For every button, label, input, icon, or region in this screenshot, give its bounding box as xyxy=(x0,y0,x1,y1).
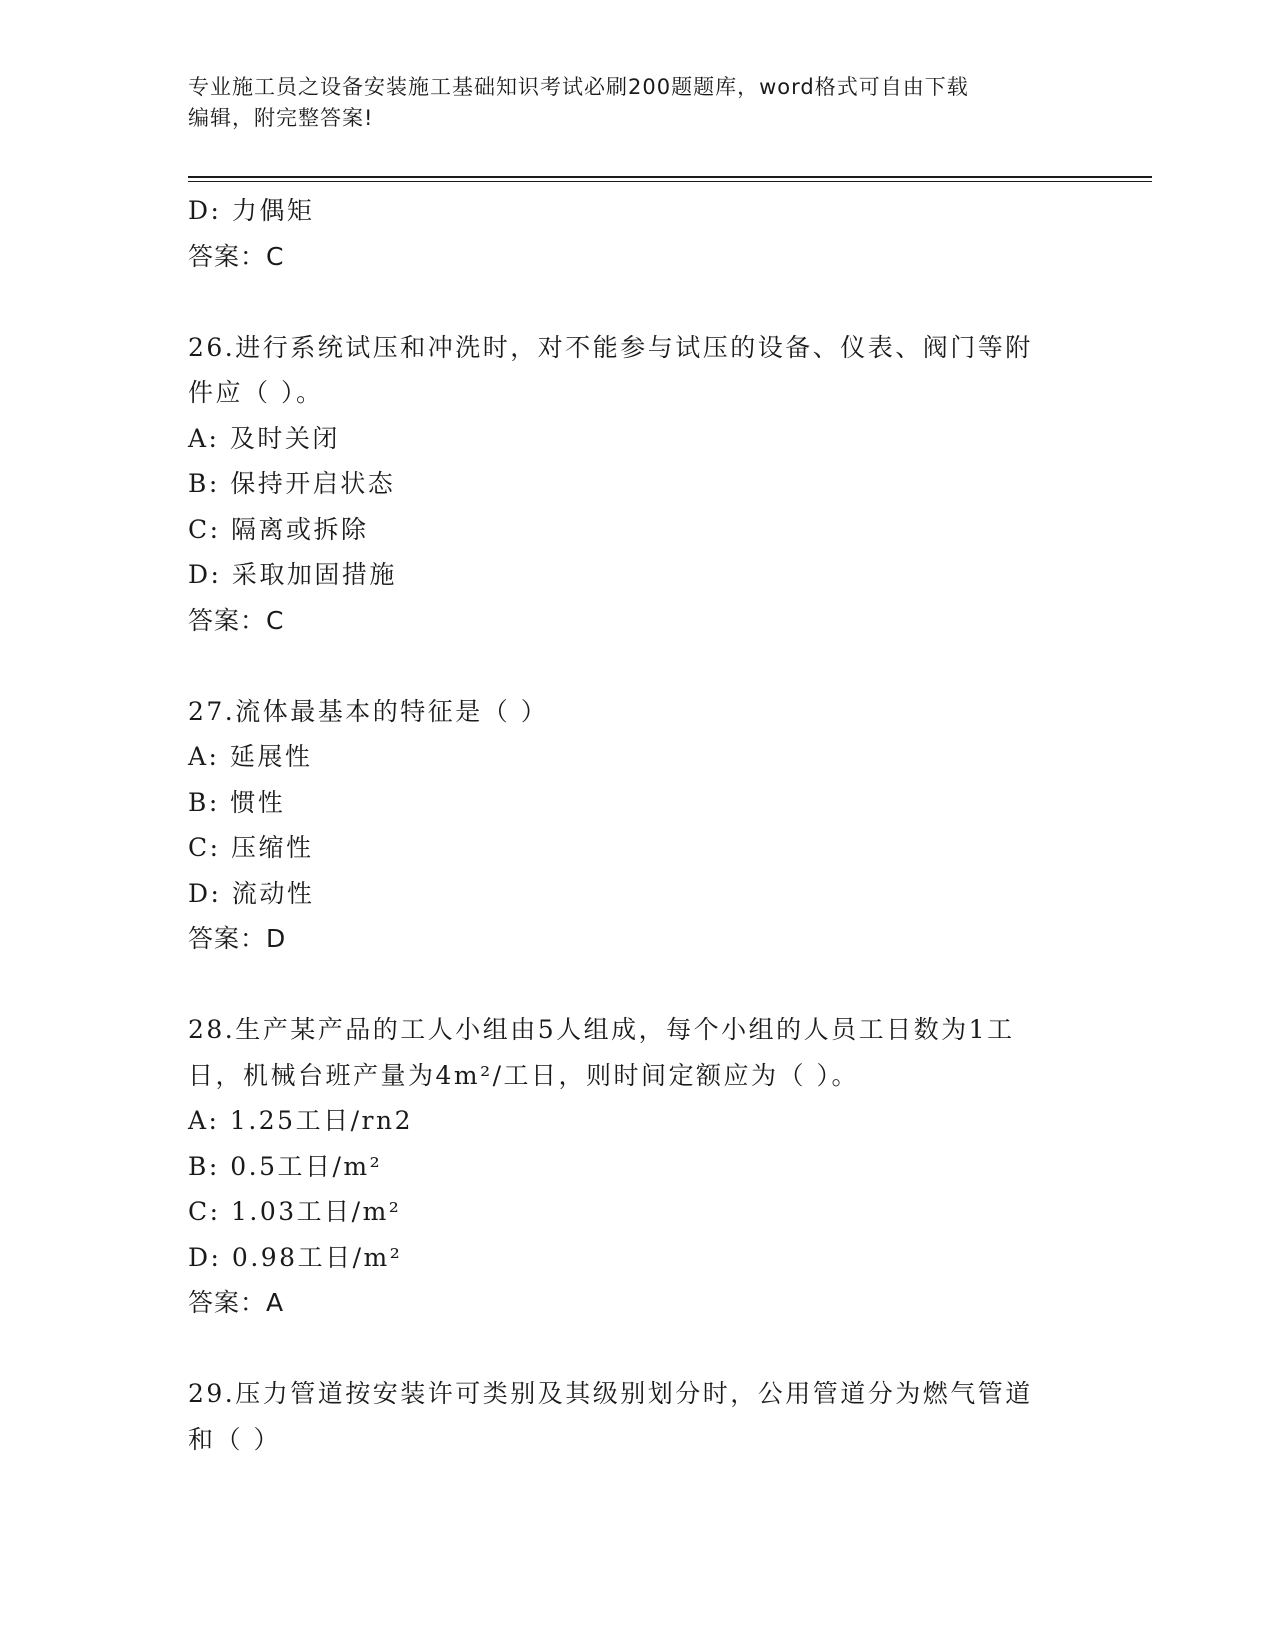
answer: 答案：A xyxy=(188,1288,285,1317)
header-divider-thin xyxy=(188,181,1152,182)
option-c: C: 隔离或拆除 xyxy=(188,514,369,544)
question-28 xyxy=(188,1007,1088,1326)
option-a: A: 及时关闭 xyxy=(188,423,340,453)
option-d: D: 力偶矩 xyxy=(188,196,315,225)
option-a: A: 延展性 xyxy=(188,742,313,771)
option-b: B: 0.5工日/m² xyxy=(188,1151,383,1181)
header-divider-thick xyxy=(188,176,1152,178)
option-b: B: 惯性 xyxy=(188,787,286,817)
question-26 xyxy=(188,325,1088,644)
answer: 答案：C xyxy=(188,241,285,271)
question-stem-continued: 日，机械台班产量为4m²/工日，则时间定额应为（ ）。 xyxy=(188,1060,860,1090)
question-stem-continued: 和（ ） xyxy=(188,1424,281,1454)
spacer xyxy=(188,279,1088,325)
option-d: D: 流动性 xyxy=(188,878,315,908)
option-d: D: 采取加固措施 xyxy=(188,560,397,589)
option-d: D: 0.98工日/m² xyxy=(188,1242,403,1272)
option-a: A: 1.25工日/rn2 xyxy=(188,1106,413,1135)
option-b: B: 保持开启状态 xyxy=(188,469,396,498)
question-stem: 26.进行系统试压和冲洗时，对不能参与试压的设备、仪表、阀门等附 xyxy=(188,332,1033,362)
document-header xyxy=(188,72,1068,134)
question-stem: 28.生产某产品的工人小组由5人组成，每个小组的人员工日数为1工 xyxy=(188,1015,1015,1044)
header-line-2: 编辑，附完整答案! xyxy=(188,106,374,130)
header-line-1: 专业施工员之设备安装施工基础知识考试必刷200题题库，word格式可自由下载 xyxy=(188,75,969,99)
question-stem: 29.压力管道按安装许可类别及其级别划分时，公用管道分为燃气管道 xyxy=(188,1379,1033,1408)
question-29 xyxy=(188,1371,1088,1462)
option-c: C: 1.03工日/m² xyxy=(188,1197,402,1226)
spacer xyxy=(188,643,1088,689)
option-c: C: 压缩性 xyxy=(188,833,314,862)
answer: 答案：D xyxy=(188,924,287,953)
question-stem-continued: 件应（ ）。 xyxy=(188,378,324,407)
spacer xyxy=(188,962,1088,1008)
question-list xyxy=(188,188,1088,1462)
question-27 xyxy=(188,689,1088,962)
answer: 答案：C xyxy=(188,605,285,635)
spacer xyxy=(188,1326,1088,1372)
question-stem: 27.流体最基本的特征是（ ） xyxy=(188,696,549,726)
question-25-tail xyxy=(188,188,1088,279)
